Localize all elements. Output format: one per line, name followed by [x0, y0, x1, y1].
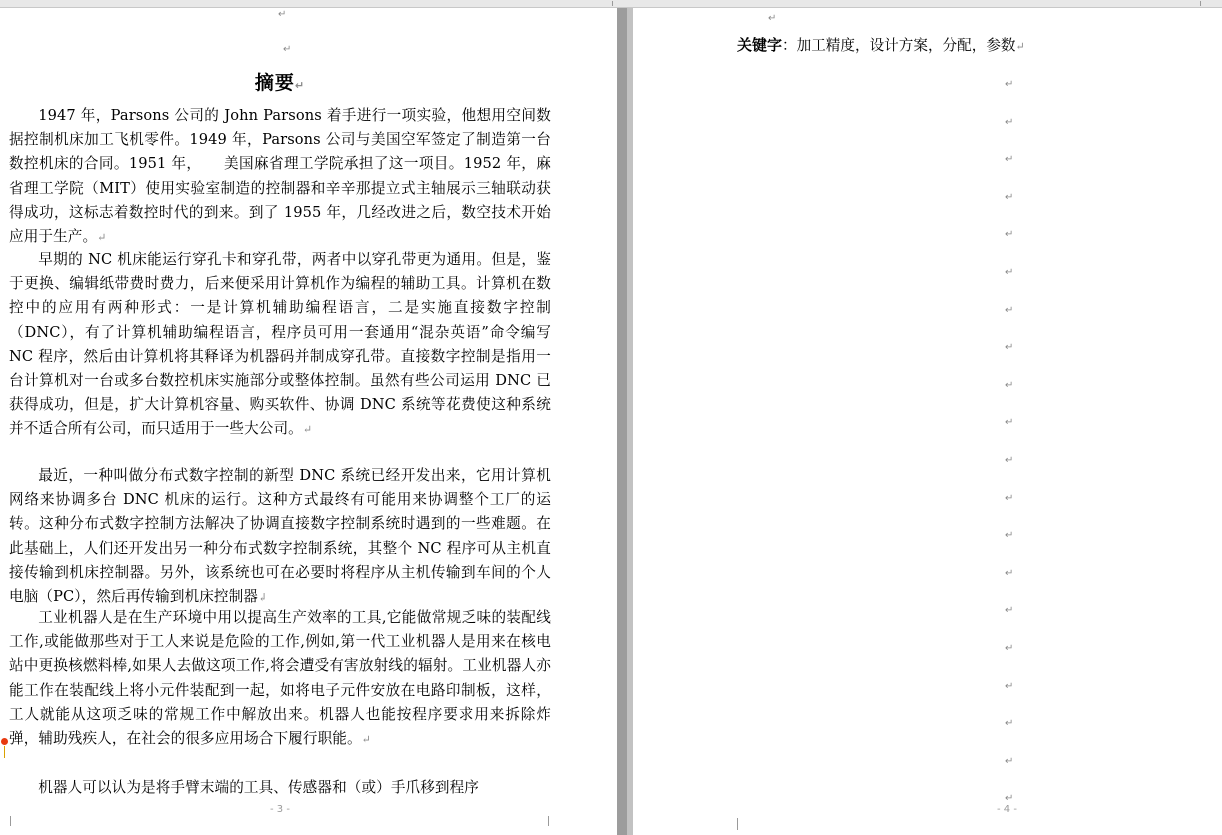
crop-mark	[548, 816, 549, 826]
page-number: - 3 -	[270, 804, 290, 815]
abstract-paragraph[interactable]	[9, 776, 551, 800]
paragraph-mark: ↵	[302, 423, 313, 437]
revision-bar	[4, 746, 5, 758]
paragraph-mark: ↵	[1005, 455, 1014, 466]
page-number: - 4 -	[997, 804, 1017, 815]
paragraph-mark: ↵	[1005, 718, 1014, 730]
paragraph-mark: ↵	[1015, 40, 1025, 53]
abstract-paragraph[interactable]	[9, 464, 551, 610]
paragraph-mark: ↵	[1005, 793, 1014, 805]
paragraph-mark: ↵	[1005, 417, 1014, 429]
crop-mark	[10, 816, 11, 826]
paragraph-mark: ↵	[1005, 229, 1014, 241]
crop-mark	[737, 818, 738, 830]
keywords-line[interactable]	[737, 34, 1025, 55]
paragraph-mark: ↵	[278, 9, 287, 20]
paragraph-mark: ↵	[361, 733, 371, 747]
abstract-heading-text: 摘要	[254, 72, 295, 94]
paragraph-mark: ↵	[1005, 605, 1014, 617]
abstract-paragraph[interactable]	[9, 104, 551, 250]
paragraph-mark: ↵	[768, 13, 777, 24]
paragraph-text: 机器人可以认为是将手臂末端的工具、传感器和（或）手爪移到程序	[38, 779, 480, 796]
paragraph-text: 早期的 NC 机床能运行穿孔卡和穿孔带，两者中以穿孔带更为通用。但是，鉴于更换、编辑纸带费时费力，后来便采用计算机作为编程的辅助工具。计算机在数控中的应用有两种形式：一是计算机辅助编程语言，二是实施直接数字控制（DNC），有了计算机辅助编程语言，程序员可用一套通用“混杂英语”命令编写 NC 程序，然后由计算机将其释译为机器码并制成穿孔带。直接数字控制是指用一台计算机对一台或多台数控机床实施部分或整体控制。虽然有些公司运用 DNC 已获得成功，但是，扩大计算机容量、购买软件、协调 DNC 系统等花费使这种系统并不适合所有公司，而只适用于一些大公司。	[9, 251, 551, 438]
paragraph-mark: ↵	[1005, 304, 1014, 316]
paragraph-mark: ↵	[1005, 643, 1014, 654]
ruler-tick	[612, 1, 613, 6]
keywords-text: ：加工精度，设计方案，分配，参数	[782, 37, 1016, 54]
abstract-heading	[0, 68, 560, 95]
document-page-4[interactable]	[633, 8, 1222, 835]
paragraph-mark: ↵	[1005, 342, 1014, 354]
paragraph-mark: ↵	[1005, 492, 1014, 504]
abstract-paragraph[interactable]	[9, 606, 551, 752]
page-gap	[617, 8, 633, 835]
paragraph-mark: ↵	[1005, 530, 1014, 542]
paragraph-mark: ↵	[1005, 379, 1014, 391]
horizontal-ruler	[0, 0, 1222, 8]
paragraph-mark: ↵	[1005, 154, 1014, 166]
paragraph-mark: ↵	[283, 44, 292, 55]
revision-marker-icon[interactable]	[1, 738, 8, 745]
paragraph-mark: ↵	[1005, 680, 1014, 692]
paragraph-mark: ↵	[294, 79, 306, 92]
ruler-tick	[1200, 1, 1201, 6]
paragraph-text: 工业机器人是在生产环境中用以提高生产效率的工具,它能做常规乏味的装配线工作,或能做那些对于工人来说是危险的工作,例如,第一代工业机器人是用来在核电站中更换核燃料棒,如果人去做这项工作,将会遭受有害放射线的辐射。工业机器人亦能工作在装配线上将小元件装配到一起，如将电子元件安放在电路印制板，这样，工人就能从这项乏味的常规工作中解放出来。机器人也能按程序要求用来拆除炸弹，辅助残疾人，在社会的很多应用场合下履行职能。	[9, 609, 551, 748]
abstract-paragraph[interactable]	[9, 248, 551, 443]
keywords-label: 关键字	[737, 36, 783, 54]
paragraph-mark: ↵	[1005, 755, 1014, 767]
paragraph-mark: ↵	[97, 231, 107, 245]
paragraph-mark: ↲	[258, 591, 268, 605]
paragraph-mark: ↵	[1005, 116, 1014, 128]
paragraph-text: 1947 年，Parsons 公司的 John Parsons 着手进行一项实验，他想用空间数据控制机床加工飞机零件。1949 年，Parsons 公司与美国空军签定了制造第一台数控机床的合同。1951 年， 美国麻省理工学院承担了这一项目。1952 年，麻省理工学院（MIT）使用实验室制造的控制器和辛辛那提立式主轴展示三轴联动获得成功，这标志着数控时代的到来。到了 1955 年，几经改进之后，数空技术开始应用于生产。	[9, 107, 551, 246]
paragraph-mark: ↵	[1005, 191, 1014, 203]
paragraph-mark: ↵	[1005, 267, 1014, 278]
paragraph-mark: ↵	[1005, 79, 1014, 90]
paragraph-text: 最近，一种叫做分布式数字控制的新型 DNC 系统已经开发出来，它用计算机网络来协调多台 DNC 机床的运行。这种方式最终有可能用来协调整个工厂的运转。这种分布式数字控制方法解决了协调直接数字控制系统时遇到的一些难题。在此基础上，人们还开发出另一种分布式数字控制系统，其整个 NC 程序可从主机直接传输到机床控制器。另外，该系统也可在必要时将程序从主机传输到车间的个人电脑（PC），然后再传输到机床控制器	[9, 467, 551, 606]
paragraph-mark: ↵	[1005, 567, 1014, 579]
